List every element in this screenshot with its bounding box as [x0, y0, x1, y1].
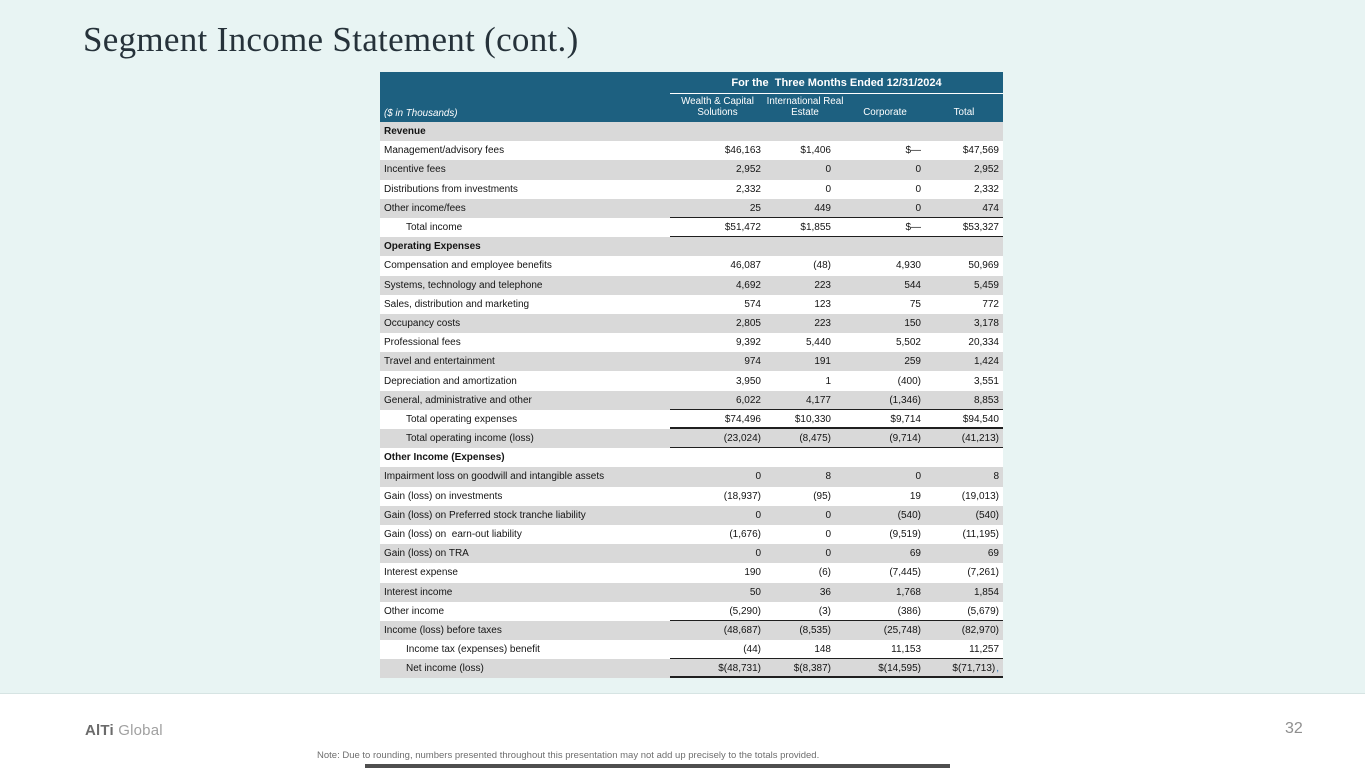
row-label: Total income — [406, 222, 463, 234]
row-label: Other income/fees — [384, 202, 466, 214]
row-value: 69 — [909, 548, 921, 560]
row-label: Total operating income (loss) — [406, 433, 534, 445]
row-value: (5,679) — [967, 605, 999, 617]
row-label: Interest income — [384, 586, 453, 598]
row-value: 223 — [814, 279, 831, 291]
row-value: (540) — [975, 509, 999, 521]
row-value: 449 — [814, 202, 831, 214]
row-values — [670, 314, 1003, 333]
row-value: $(48,731) — [718, 663, 761, 675]
row-value: $47,569 — [962, 145, 999, 157]
row-label: Total operating expenses — [406, 413, 518, 425]
row-value: $(8,387) — [793, 663, 831, 675]
row-label: Compensation and employee benefits — [384, 260, 552, 272]
row-value: 2,805 — [735, 317, 761, 329]
row-value: 25 — [749, 202, 761, 214]
row-value: (7,445) — [889, 567, 921, 579]
row-value: 544 — [904, 279, 921, 291]
row-value: 0 — [825, 548, 831, 560]
column-header-wealth-capital-solutions: Wealth & Capital Solutions — [681, 96, 754, 119]
row-value: (95) — [813, 490, 831, 502]
row-label: Net income (loss) — [406, 663, 484, 675]
row-value: $53,327 — [962, 222, 999, 234]
row-values — [670, 218, 1003, 237]
row-value: 259 — [904, 356, 921, 368]
row-value: 191 — [814, 356, 831, 368]
row-values — [670, 563, 1003, 582]
row-value: 150 — [904, 317, 921, 329]
row-value: $(14,595) — [878, 663, 921, 675]
table-body — [380, 122, 1003, 678]
row-values — [670, 448, 1003, 467]
table-row — [380, 333, 1003, 352]
row-value: (82,970) — [961, 624, 999, 636]
row-value: 8 — [993, 471, 999, 483]
row-label: Impairment loss on goodwill and intangible assets — [384, 471, 605, 483]
row-value: 3,178 — [973, 317, 999, 329]
row-value: 11,257 — [969, 644, 999, 656]
row-values — [670, 122, 1003, 141]
column-header-international-real-estate: International Real Estate — [766, 96, 844, 119]
row-values — [670, 199, 1003, 218]
row-value: $9,714 — [890, 413, 921, 425]
row-label: Gain (loss) on investments — [384, 490, 503, 502]
row-values — [670, 237, 1003, 256]
row-value: 75 — [909, 298, 921, 310]
row-value: 0 — [755, 509, 761, 521]
row-values — [670, 391, 1003, 410]
row-values — [670, 583, 1003, 602]
row-value: 9,392 — [735, 337, 761, 349]
table-row — [380, 314, 1003, 333]
row-value: 11,153 — [891, 644, 921, 656]
row-label: Gain (loss) on TRA — [384, 548, 469, 560]
row-value: 0 — [755, 548, 761, 560]
row-value: (23,024) — [723, 433, 761, 445]
row-value: 0 — [915, 183, 921, 195]
table-row — [380, 256, 1003, 275]
row-value: 0 — [825, 509, 831, 521]
row-values — [670, 506, 1003, 525]
row-label: Revenue — [384, 126, 426, 138]
column-headers — [670, 94, 1003, 122]
page-number: 32 — [1285, 720, 1303, 737]
row-value: 123 — [814, 298, 831, 310]
row-value: (1,676) — [729, 529, 761, 541]
row-label: Income tax (expenses) benefit — [406, 644, 540, 656]
table-row — [380, 352, 1003, 371]
row-value: 4,692 — [735, 279, 761, 291]
row-value: 0 — [915, 471, 921, 483]
row-value: $51,472 — [724, 222, 761, 234]
row-value: 474 — [982, 202, 999, 214]
row-label: Operating Expenses — [384, 241, 481, 253]
table-row — [380, 640, 1003, 659]
table-row — [380, 295, 1003, 314]
table-row — [380, 583, 1003, 602]
row-value: (8,535) — [799, 624, 831, 636]
row-label: Interest expense — [384, 567, 458, 579]
row-value: (9,714) — [889, 433, 921, 445]
row-values — [670, 141, 1003, 160]
row-label: Sales, distribution and marketing — [384, 298, 530, 310]
row-value: (11,195) — [962, 529, 999, 541]
row-value: (8,475) — [799, 433, 831, 445]
table-row — [380, 122, 1003, 141]
row-value: (25,748) — [883, 624, 921, 636]
segment-income-table — [380, 72, 1003, 678]
row-value: $— — [905, 222, 921, 234]
row-value: (386) — [897, 605, 921, 617]
row-value: (18,937) — [723, 490, 761, 502]
row-values — [670, 410, 1003, 429]
table-row — [380, 487, 1003, 506]
row-value: 3,950 — [735, 375, 761, 387]
row-value: 5,502 — [895, 337, 921, 349]
table-row — [380, 410, 1003, 429]
row-label: Occupancy costs — [384, 317, 461, 329]
row-values — [670, 640, 1003, 659]
row-value: $46,163 — [724, 145, 761, 157]
row-value: $1,406 — [800, 145, 831, 157]
row-value: 4,177 — [805, 394, 831, 406]
row-values — [670, 256, 1003, 275]
row-value: 148 — [814, 644, 831, 656]
page-title: Segment Income Statement (cont.) — [83, 20, 579, 59]
table-header — [380, 72, 1003, 122]
row-label: Other income — [384, 605, 445, 617]
row-values — [670, 371, 1003, 390]
table-row — [380, 506, 1003, 525]
row-values — [670, 429, 1003, 448]
row-label: Distributions from investments — [384, 183, 518, 195]
row-values — [670, 295, 1003, 314]
row-value: 8,853 — [973, 394, 999, 406]
row-value: 974 — [744, 356, 761, 368]
row-value: (48,687) — [723, 624, 761, 636]
table-row — [380, 141, 1003, 160]
row-value: (540) — [897, 509, 921, 521]
row-value: 2,332 — [973, 183, 999, 195]
row-label: General, administrative and other — [384, 394, 532, 406]
row-value: 1 — [825, 375, 831, 387]
row-value: (44) — [743, 644, 761, 656]
row-value: 0 — [915, 202, 921, 214]
row-value: 6,022 — [735, 394, 761, 406]
row-values — [670, 333, 1003, 352]
table-row — [380, 160, 1003, 179]
row-values — [670, 602, 1003, 621]
row-value: (6) — [818, 567, 831, 579]
row-value: 0 — [825, 529, 831, 541]
table-row — [380, 448, 1003, 467]
row-values — [670, 544, 1003, 563]
table-row — [380, 429, 1003, 448]
row-value: 0 — [915, 164, 921, 176]
row-value: 772 — [982, 298, 999, 310]
table-row — [380, 199, 1003, 218]
row-label: Systems, technology and telephone — [384, 279, 543, 291]
row-values — [670, 160, 1003, 179]
row-value: 20,334 — [968, 337, 999, 349]
row-value: $1,855 — [800, 222, 831, 234]
row-value: (5,290) — [729, 605, 761, 617]
row-label: Depreciation and amortization — [384, 375, 517, 387]
table-row — [380, 659, 1003, 678]
row-value: 19 — [909, 490, 921, 502]
table-row — [380, 391, 1003, 410]
table-row — [380, 621, 1003, 640]
row-values — [670, 525, 1003, 544]
table-row — [380, 276, 1003, 295]
company-logo — [85, 722, 163, 739]
table-header-columns — [670, 72, 1003, 122]
row-label: Professional fees — [384, 337, 461, 349]
row-value: (19,013) — [961, 490, 999, 502]
row-value: 50,969 — [968, 260, 999, 272]
row-value: (9,519) — [889, 529, 921, 541]
row-value: (41,213) — [961, 433, 999, 445]
column-header-total: Total — [953, 107, 975, 119]
row-values — [670, 487, 1003, 506]
row-value: 50 — [749, 586, 761, 598]
row-value: (3) — [818, 605, 831, 617]
logo-light-text: Global — [113, 722, 163, 739]
row-value: 574 — [744, 298, 761, 310]
rounding-footnote: Note: Due to rounding, numbers presented throughout this presentation may not add up precisely to the totals provided. — [317, 750, 820, 761]
row-value: 1,768 — [895, 586, 921, 598]
table-row — [380, 218, 1003, 237]
row-values — [670, 621, 1003, 640]
row-values — [670, 659, 1003, 678]
table-row — [380, 467, 1003, 486]
row-value: 36 — [819, 586, 831, 598]
row-label: Income (loss) before taxes — [384, 624, 502, 636]
row-value: 8 — [825, 471, 831, 483]
table-row — [380, 237, 1003, 256]
row-value: (400) — [897, 375, 921, 387]
table-row — [380, 563, 1003, 582]
row-value: 4,930 — [895, 260, 921, 272]
row-value: (48) — [813, 260, 831, 272]
row-value: 2,952 — [973, 164, 999, 176]
table-row — [380, 180, 1003, 199]
row-values — [670, 467, 1003, 486]
row-value: 3,551 — [973, 375, 999, 387]
column-header-corporate: Corporate — [863, 107, 907, 119]
row-value: 1,854 — [973, 586, 999, 598]
row-value: $10,330 — [794, 413, 831, 425]
row-values — [670, 352, 1003, 371]
row-value: 5,459 — [973, 279, 999, 291]
row-values — [670, 180, 1003, 199]
table-row — [380, 371, 1003, 390]
row-label: Incentive fees — [384, 164, 446, 176]
row-value: (1,346) — [889, 394, 921, 406]
row-value: $74,496 — [724, 413, 761, 425]
row-value: 190 — [744, 567, 761, 579]
table-row — [380, 525, 1003, 544]
row-value: 5,440 — [805, 337, 831, 349]
row-label: Gain (loss) on earn-out liability — [384, 529, 522, 541]
row-values — [670, 276, 1003, 295]
row-value: (7,261) — [967, 567, 999, 579]
trailing-mark-blue: , — [996, 663, 999, 675]
row-label: Other Income (Expenses) — [384, 452, 505, 464]
row-value: $— — [905, 145, 921, 157]
logo-bold-text: AlTi — [85, 722, 114, 739]
table-row — [380, 602, 1003, 621]
row-value: 69 — [987, 548, 999, 560]
period-header: For the Three Months Ended 12/31/2024 — [670, 72, 1003, 94]
row-label: Gain (loss) on Preferred stock tranche liability — [384, 509, 586, 521]
row-value: 1,424 — [973, 356, 999, 368]
row-value: $(71,713) — [952, 663, 996, 675]
row-value: 2,332 — [735, 183, 761, 195]
table-row — [380, 544, 1003, 563]
row-value: 46,087 — [730, 260, 761, 272]
units-label: ($ in Thousands) — [384, 108, 458, 119]
row-value: 0 — [825, 183, 831, 195]
row-value: 2,952 — [735, 164, 761, 176]
row-label: Management/advisory fees — [384, 145, 505, 157]
row-value: 0 — [825, 164, 831, 176]
row-value: 223 — [814, 317, 831, 329]
row-value: 0 — [755, 471, 761, 483]
row-value: $94,540 — [962, 413, 999, 425]
bottom-edge-bar — [365, 764, 950, 768]
row-label: Travel and entertainment — [384, 356, 495, 368]
